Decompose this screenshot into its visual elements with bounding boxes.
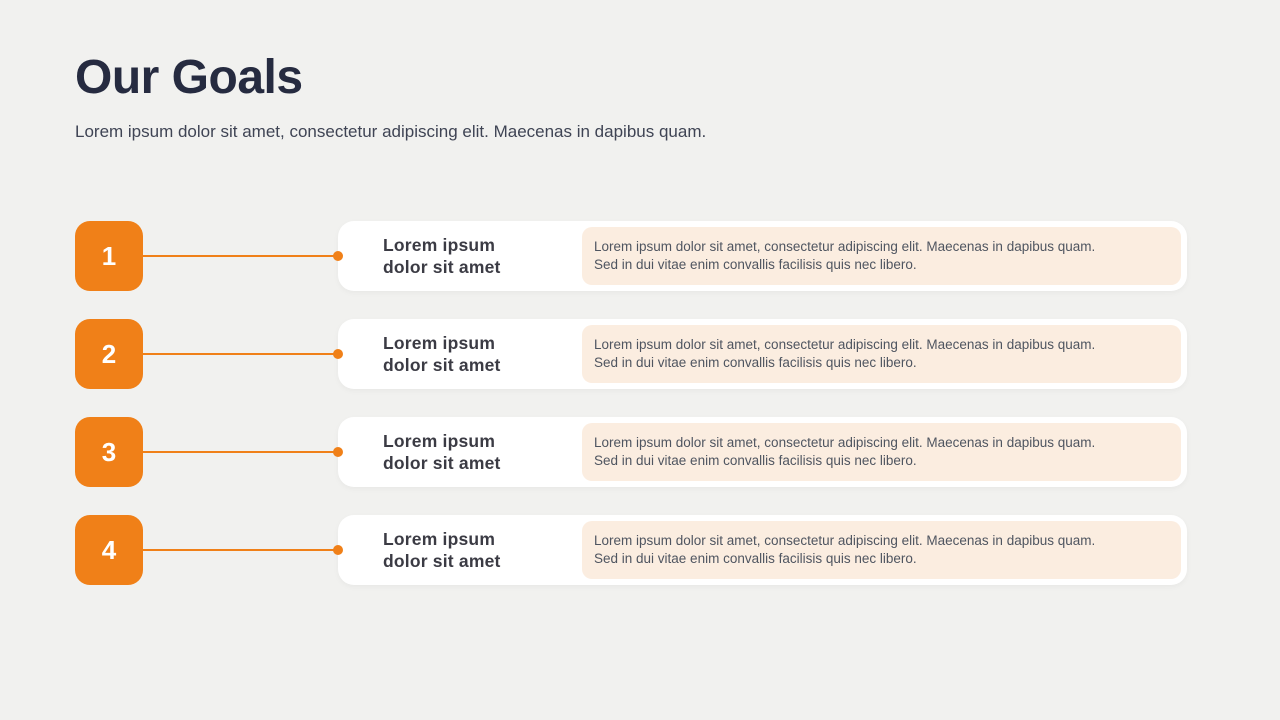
goal-heading — [383, 332, 533, 376]
goal-number-badge: 1 — [75, 221, 143, 291]
goal-heading-line: Lorem ipsum — [383, 332, 496, 353]
goal-number-badge: 3 — [75, 417, 143, 487]
connector — [143, 319, 338, 389]
goal-row-4 — [75, 515, 1187, 585]
goal-heading-line: Lorem ipsum — [383, 430, 496, 451]
goal-heading-line: dolor sit amet — [383, 453, 501, 473]
page-title: Our Goals — [75, 51, 303, 104]
goal-heading-line: Lorem ipsum — [383, 234, 496, 255]
goal-heading-line: dolor sit amet — [383, 355, 501, 375]
goal-row-2 — [75, 319, 1187, 389]
goal-description-line: Lorem ipsum dolor sit amet, consectetur adipiscing elit. Maecenas in dapibus quam. — [594, 435, 1096, 451]
goal-description-line: Sed in dui vitae enim convallis facilisis quis nec libero. — [594, 453, 917, 468]
connector-dot — [333, 447, 343, 457]
goal-description-line: Sed in dui vitae enim convallis facilisis quis nec libero. — [594, 551, 917, 566]
connector-dot — [333, 545, 343, 555]
connector — [143, 417, 338, 487]
goal-row-3 — [75, 417, 1187, 487]
goal-card — [338, 515, 1187, 585]
slide-header — [75, 52, 706, 143]
connector-dot — [333, 349, 343, 359]
goal-heading — [383, 234, 533, 278]
goal-heading — [383, 430, 533, 474]
connector-line — [143, 255, 338, 257]
goal-description-line: Lorem ipsum dolor sit amet, consectetur adipiscing elit. Maecenas in dapibus quam. — [594, 533, 1096, 549]
connector-line — [143, 353, 338, 355]
goal-number-badge: 2 — [75, 319, 143, 389]
goal-heading-line: Lorem ipsum — [383, 528, 496, 549]
goal-description-box — [582, 521, 1181, 579]
goal-description-line: Sed in dui vitae enim convallis facilisis quis nec libero. — [594, 257, 917, 272]
connector-dot — [333, 251, 343, 261]
goal-card — [338, 221, 1187, 291]
connector — [143, 515, 338, 585]
goal-description-box — [582, 325, 1181, 383]
goal-heading-line: dolor sit amet — [383, 257, 501, 277]
goal-row-1 — [75, 221, 1187, 291]
goal-description-box — [582, 227, 1181, 285]
goal-description-line: Lorem ipsum dolor sit amet, consectetur adipiscing elit. Maecenas in dapibus quam. — [594, 337, 1096, 353]
goals-list — [75, 221, 1187, 613]
goal-card — [338, 417, 1187, 487]
goal-description-line: Sed in dui vitae enim convallis facilisis quis nec libero. — [594, 355, 917, 370]
goal-card — [338, 319, 1187, 389]
connector — [143, 221, 338, 291]
connector-line — [143, 451, 338, 453]
goal-description-line: Lorem ipsum dolor sit amet, consectetur adipiscing elit. Maecenas in dapibus quam. — [594, 239, 1096, 255]
goal-description-box — [582, 423, 1181, 481]
goal-heading-line: dolor sit amet — [383, 551, 501, 571]
goal-number-badge: 4 — [75, 515, 143, 585]
goal-heading — [383, 528, 533, 572]
connector-line — [143, 549, 338, 551]
page-subtitle: Lorem ipsum dolor sit amet, consectetur adipiscing elit. Maecenas in dapibus quam. — [75, 121, 707, 141]
